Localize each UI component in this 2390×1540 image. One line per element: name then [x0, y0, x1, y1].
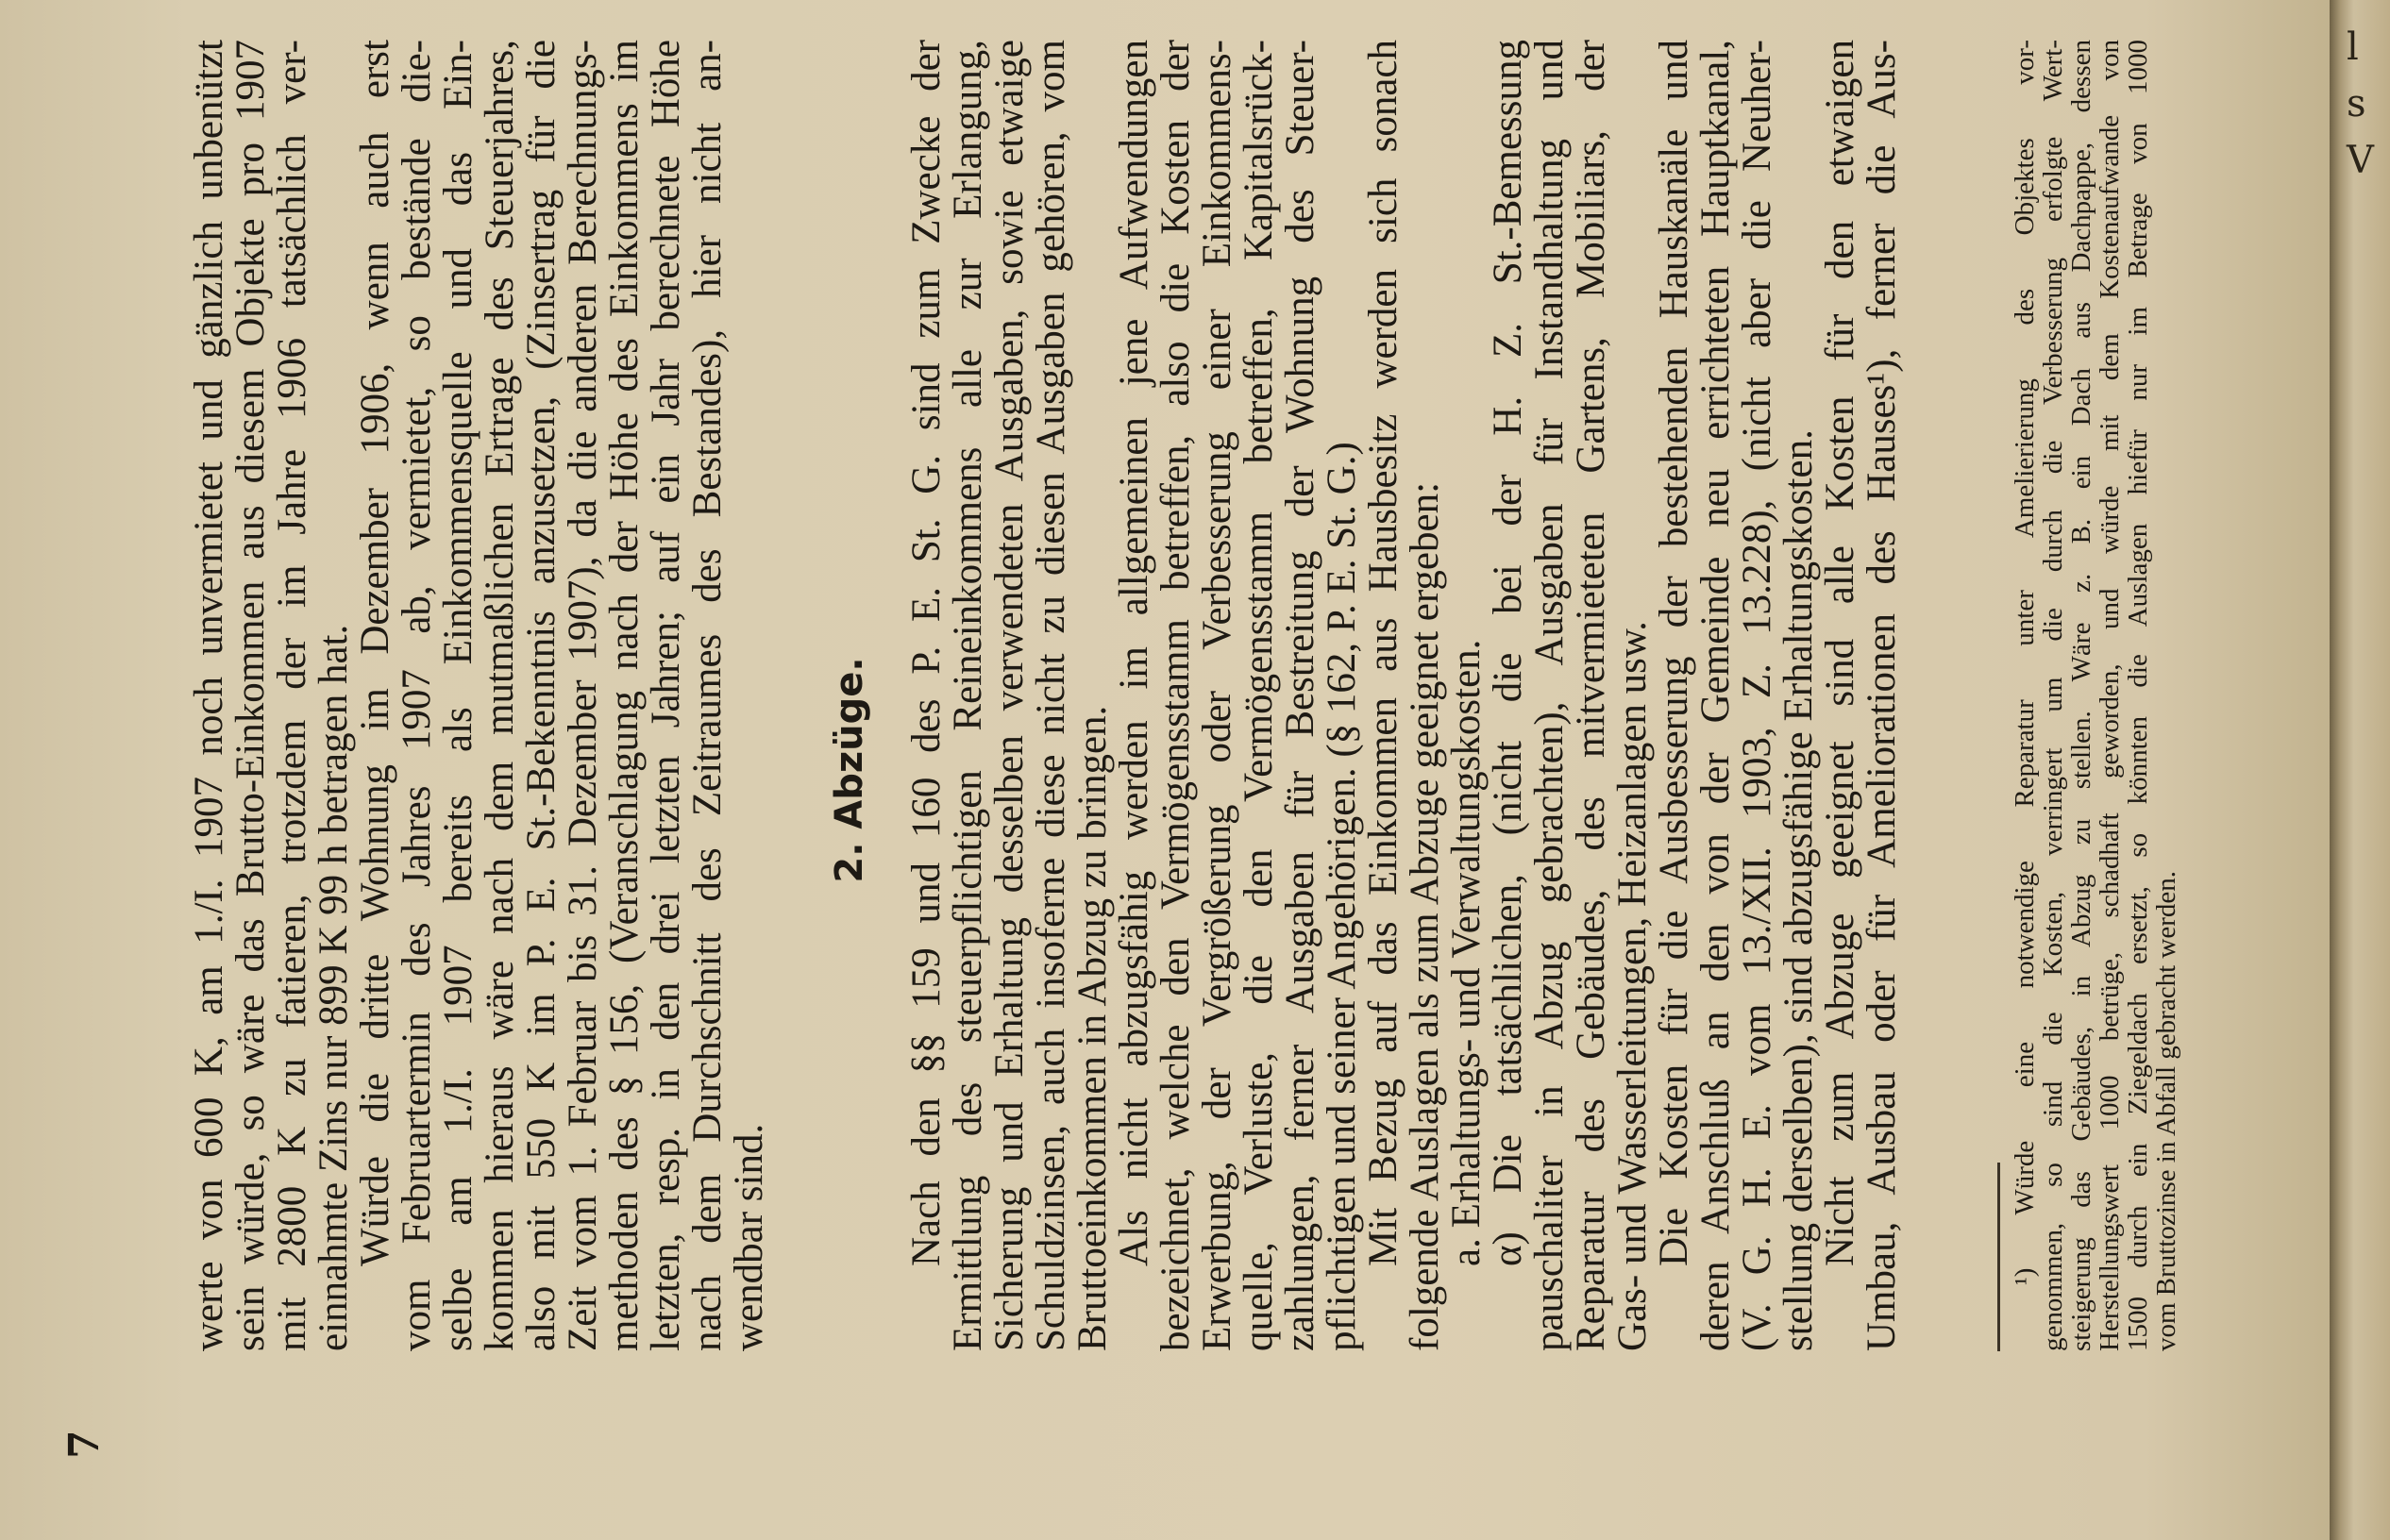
text-line: α) Die tatsächlichen, (nicht die bei der H. Z. St.-Bemessung [1486, 40, 1530, 1266]
text-line: Die Kosten für die Ausbesserung der bestehenden Hauskanäle und [1652, 40, 1696, 1266]
text-line: einnahmte Zins nur 899 K 99 h betragen hat. [311, 624, 356, 1351]
edge-glyph: V [2347, 139, 2374, 182]
text-line: Ermittlung des steuerpflichtigen Reineinkommens alle zur Erlangung, [946, 40, 990, 1351]
edge-glyph [2347, 698, 2384, 755]
text-line: selbe am 1./I. 1907 bereits als Einkommensquelle und das Ein- [436, 40, 480, 1351]
text-line: letzten, resp. in den drei letzten Jahren; auf ein Jahr berechnete Höhe [644, 40, 688, 1351]
footnote-line: genommen, so sind die Kosten, verringert um die durch die Verbesserung erfolgte Wert- [2038, 40, 2068, 1351]
edge-glyph [2347, 868, 2384, 925]
edge-glyph [2347, 642, 2384, 698]
edge-glyph [2347, 472, 2384, 528]
text-line: folgende Auslagen als zum Abzuge geeignet ergeben: [1403, 481, 1447, 1351]
edge-glyph [2347, 755, 2384, 812]
edge-glyph [2347, 1038, 2384, 1095]
edge-glyph [2347, 245, 2384, 302]
text-line: Nicht zum Abzuge geeignet sind alle Kosten für den etwaigen [1818, 40, 1862, 1266]
text-line: Nach den §§ 159 und 160 des P. E. St. G. sind zum Zwecke der [904, 40, 949, 1266]
text-line: deren Anschluß an den von der Gemeinde neu errichteten Hauptkanal, [1693, 40, 1738, 1351]
page-number: 7 [60, 1430, 109, 1459]
text-line: a. Erhaltungs- und Verwaltungskosten. [1444, 639, 1489, 1266]
text-line: Umbau, Ausbau oder für Ameliorationen des Hauses¹), ferner die Aus- [1860, 40, 1904, 1351]
edge-glyph [2347, 415, 2384, 472]
section-heading: 2. Abzüge. [828, 657, 871, 883]
text-line: wendbar sind. [727, 1123, 771, 1351]
text-line: Als nicht abzugsfähig werden im allgemeinen jene Aufwendungen [1112, 40, 1156, 1266]
edge-glyph [2347, 925, 2384, 981]
edge-glyph: s [2347, 82, 2366, 126]
text-line: Reparatur des Gebäudes, des mitvermieteten Gartens, Mobiliars, der [1569, 40, 1613, 1351]
edge-glyph [2347, 1095, 2384, 1151]
edge-glyph [2347, 359, 2384, 415]
text-line: quelle, Verluste, die den Vermögensstamm betreffen, Kapitalsrück- [1237, 40, 1281, 1351]
text-line: (V. G. H. E. vom 13./XII. 1903, Z. 13.228), (nicht aber die Neuher- [1735, 40, 1779, 1351]
text-line: Schuldzinsen, auch insoferne diese nicht zu diesen Ausgaben gehören, vom [1029, 40, 1073, 1351]
text-line: vom Februartermin des Jahres 1907 ab, vermietet, so bestände die- [395, 40, 439, 1351]
edge-glyph [2347, 1208, 2384, 1264]
text-line: bezeichnet, welche den Vermögensstamm betreffen, also die Kosten der [1153, 40, 1198, 1351]
adjacent-page-glyphs [2347, 19, 2384, 1264]
footnote-line: 1500 durch ein Ziegeldach ersetzt, so könnten die Auslagen hiefür nur im Betrage von 1000 [2123, 40, 2153, 1351]
text-line: Bruttoeinkommen in Abzug zu bringen. [1070, 705, 1115, 1351]
text-line: Erwerbung, der Vergrößerung oder Verbesserung einer Einkommens- [1195, 40, 1239, 1351]
edge-glyph [2347, 1151, 2384, 1208]
text-block-continuation [189, 40, 770, 1351]
footnote-line: steigerung das Gebäudes, in Abzug zu stellen. Wäre z. B. ein Dach aus Dachpappe, dessen [2066, 40, 2096, 1351]
edge-glyph [2347, 981, 2384, 1038]
text-line: Mit Bezug auf das Einkommen aus Hausbesitz werden sich sonach [1361, 40, 1405, 1266]
text-line: zahlungen, ferner Ausgaben für Bestreitung der Wohnung des Steuer- [1278, 40, 1322, 1351]
text-line: pauschaliter in Abzug gebrachten), Ausgaben für Instandhaltung und [1527, 40, 1572, 1351]
edge-glyph [2347, 302, 2384, 359]
footnote-line: vom Bruttozinse in Abfall gebracht werden. [2151, 871, 2181, 1351]
edge-glyph [2347, 585, 2384, 642]
edge-glyph [2347, 812, 2384, 868]
text-line: also mit 550 K im P. E. St.-Bekenntnis anzusetzen, (Zinsertrag für die [519, 40, 564, 1351]
edge-glyph: l [2347, 25, 2359, 69]
text-line: sein würde, so wäre das Brutto-Einkommen aus diesem Objekte pro 1907 [228, 40, 273, 1351]
edge-glyph [2347, 189, 2384, 245]
text-block-abzuege [906, 40, 1903, 1351]
text-line: werte von 600 K, am 1./I. 1907 noch unvermietet und gänzlich unbenützt [187, 40, 231, 1351]
edge-glyph [2347, 528, 2384, 585]
text-line: kommen hieraus wäre nach dem mutmaßlichen Ertrage des Steuerjahres, [478, 40, 522, 1351]
text-line: Sicherung und Erhaltung desselben verwendeten Ausgaben, sowie etwaige [987, 40, 1032, 1351]
footnote-line: ¹) Würde eine notwendige Reparatur unter Amelierierung des Objektes vor- [2010, 40, 2040, 1285]
text-line: methoden des § 156, (Veranschlagung nach der Höhe des Einkommens im [602, 40, 647, 1351]
text-line: mit 2800 K zu fatieren, trotzdem der im Jahre 1906 tatsächlich ver- [270, 40, 314, 1351]
text-line: Zeit vom 1. Februar bis 31. Dezember 1907), da die anderen Berechnungs- [561, 40, 605, 1351]
text-line: Gas- und Wasserleitungen, Heizanlagen usw. [1610, 621, 1655, 1351]
text-line: stellung derselben), sind abzugsfähige Erhaltungskosten. [1776, 429, 1821, 1351]
text-line: pflichtigen und seiner Angehörigen. (§ 162, P. E. St. G.) [1320, 442, 1364, 1351]
text-line: Würde die dritte Wohnung im Dezember 1906, wenn auch erst [353, 40, 397, 1266]
footnote-rule [1997, 1163, 2000, 1351]
footnote-block [2011, 40, 2180, 1351]
text-line: nach dem Durchschnitt des Zeitraumes des Bestandes), hier nicht an- [685, 40, 730, 1351]
footnote-line: Herstellungswert 1000 betrüge, schadhaft geworden, und würde mit dem Kostenaufwande von [2095, 40, 2125, 1351]
